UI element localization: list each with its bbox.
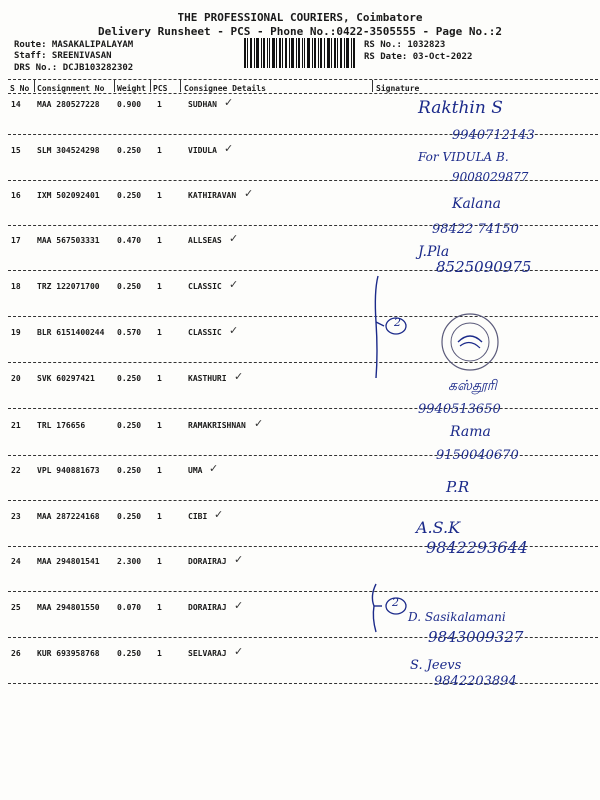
check-mark-icon: ✓ — [214, 508, 224, 521]
handwritten-phone: 8525090975 — [436, 258, 532, 276]
weight-cell: 0.250 — [117, 191, 142, 200]
pcs-cell: 1 — [157, 282, 162, 291]
consignee-cell: CIBI — [188, 512, 208, 521]
handwritten-signature: Rakthin S — [418, 98, 503, 118]
weight-cell: 0.900 — [117, 100, 142, 109]
pcs-cell: 1 — [157, 146, 162, 155]
col-header-consignee: Consignee Details — [184, 84, 266, 93]
consignment-cell: SVK 60297421 — [37, 374, 95, 383]
pcs-cell: 1 — [157, 100, 162, 109]
handwritten-phone: 9843009327 — [428, 628, 524, 646]
route: Route: MASAKALIPALAYAM — [14, 40, 134, 50]
consignee-cell: CLASSIC — [188, 328, 222, 337]
sno-cell: 18 — [11, 282, 21, 291]
handwritten-signature: Kalana — [452, 196, 501, 212]
consignment-cell: TRL 176656 — [37, 421, 86, 430]
handwritten-phone: 9008029877 — [452, 170, 529, 184]
weight-cell: 0.570 — [117, 328, 142, 337]
pcs-cell: 1 — [157, 603, 162, 612]
check-mark-icon: ✓ — [224, 142, 234, 155]
weight-cell: 0.250 — [117, 421, 142, 430]
check-mark-icon: ✓ — [234, 370, 244, 383]
handwritten-phone: 9842293644 — [426, 538, 528, 557]
handwritten-phone: 9940513650 — [418, 402, 501, 417]
pcs-cell: 1 — [157, 374, 162, 383]
handwritten-signature: For VIDULA B. — [418, 150, 509, 164]
col-divider — [180, 80, 181, 92]
company-seal — [440, 312, 500, 372]
col-header-weight: Weight — [117, 84, 146, 93]
consignment-cell: VPL 940881673 — [37, 466, 100, 475]
sno-cell: 16 — [11, 191, 21, 200]
weight-cell: 0.250 — [117, 374, 142, 383]
pcs-cell: 1 — [157, 236, 162, 245]
rs-number: RS No.: 1032823 — [364, 40, 446, 50]
row-separator — [8, 591, 598, 592]
check-mark-icon: ✓ — [229, 324, 239, 337]
consignment-cell: BLR 6151400244 — [37, 328, 105, 337]
row-separator — [8, 408, 598, 409]
pcs-cell: 1 — [157, 466, 162, 475]
handwritten-signature: A.S.K — [416, 518, 461, 537]
pcs-cell: 1 — [157, 191, 162, 200]
consignee-cell: CLASSIC — [188, 282, 222, 291]
barcode — [244, 38, 356, 68]
sno-cell: 23 — [11, 512, 21, 521]
col-divider — [372, 80, 373, 92]
col-header-signature: Signature — [376, 84, 420, 93]
consignment-cell: MAA 567503331 — [37, 236, 100, 245]
check-mark-icon: ✓ — [234, 599, 244, 612]
col-header-consignment: Consignment No — [37, 84, 105, 93]
header-top-rule — [8, 79, 598, 80]
check-mark-icon: ✓ — [234, 553, 244, 566]
consignment-cell: TRZ 122071700 — [37, 282, 100, 291]
consignment-cell: MAA 287224168 — [37, 512, 100, 521]
consignee-cell: SELVARAJ — [188, 649, 227, 658]
pcs-cell: 1 — [157, 649, 162, 658]
bracket-count: 2 — [394, 316, 401, 329]
pcs-cell: 1 — [157, 557, 162, 566]
sno-cell: 14 — [11, 100, 21, 109]
row-separator — [8, 500, 598, 501]
handwritten-signature: D. Sasikalamani — [408, 610, 506, 624]
sno-cell: 15 — [11, 146, 21, 155]
check-mark-icon: ✓ — [254, 417, 264, 430]
pcs-cell: 1 — [157, 328, 162, 337]
weight-cell: 0.250 — [117, 146, 142, 155]
check-mark-icon: ✓ — [234, 645, 244, 658]
pcs-cell: 1 — [157, 421, 162, 430]
col-divider — [34, 80, 35, 92]
sno-cell: 21 — [11, 421, 21, 430]
consignment-cell: MAA 294801550 — [37, 603, 100, 612]
consignment-cell: MAA 294801541 — [37, 557, 100, 566]
consignee-cell: VIDULA — [188, 146, 217, 155]
drs-number: DRS No.: DCJB103282302 — [14, 63, 134, 73]
row-separator — [8, 316, 598, 317]
handwritten-phone: 9842203894 — [434, 674, 517, 689]
consignee-cell: DORAIRAJ — [188, 603, 227, 612]
handwritten-signature: J.Pla — [418, 244, 450, 260]
weight-cell: 0.470 — [117, 236, 142, 245]
sno-cell: 22 — [11, 466, 21, 475]
staff: Staff: SREENIVASAN — [14, 51, 112, 61]
sno-cell: 26 — [11, 649, 21, 658]
handwritten-signature: P.R — [446, 478, 470, 496]
check-mark-icon: ✓ — [224, 96, 234, 109]
company-title: THE PROFESSIONAL COURIERS, Coimbatore — [177, 11, 423, 24]
handwritten-signature: கஸ்தூரி — [448, 378, 497, 394]
handwritten-signature: S. Jeevs — [410, 658, 462, 673]
col-divider — [150, 80, 151, 92]
header-bottom-rule — [8, 93, 598, 94]
col-header-pcs: PCS — [153, 84, 168, 93]
handwritten-phone: 9150040670 — [436, 448, 519, 463]
col-header-sno: S No — [10, 84, 30, 93]
consignee-cell: DORAIRAJ — [188, 557, 227, 566]
consignee-cell: ALLSEAS — [188, 236, 222, 245]
handwritten-signature: Rama — [450, 424, 491, 440]
consignee-cell: KATHIRAVAN — [188, 191, 237, 200]
sno-cell: 19 — [11, 328, 21, 337]
weight-cell: 0.070 — [117, 603, 142, 612]
check-mark-icon: ✓ — [209, 462, 219, 475]
check-mark-icon: ✓ — [244, 187, 254, 200]
weight-cell: 0.250 — [117, 466, 142, 475]
bracket-count: 2 — [392, 596, 399, 609]
sno-cell: 17 — [11, 236, 21, 245]
col-divider — [114, 80, 115, 92]
weight-cell: 0.250 — [117, 512, 142, 521]
sno-cell: 25 — [11, 603, 21, 612]
weight-cell: 2.300 — [117, 557, 142, 566]
weight-cell: 0.250 — [117, 649, 142, 658]
consignment-cell: SLM 304524298 — [37, 146, 100, 155]
consignment-cell: MAA 280527228 — [37, 100, 100, 109]
consignee-cell: UMA — [188, 466, 203, 475]
check-mark-icon: ✓ — [229, 278, 239, 291]
consignment-cell: KUR 693958768 — [37, 649, 100, 658]
runsheet-subtitle: Delivery Runsheet - PCS - Phone No.:0422-3505555 - Page No.:2 — [98, 25, 502, 38]
handwritten-phone: 98422 74150 — [432, 222, 519, 237]
sno-cell: 20 — [11, 374, 21, 383]
consignee-cell: RAMAKRISHNAN — [188, 421, 246, 430]
consignee-cell: SUDHAN — [188, 100, 217, 109]
handwritten-phone: 9940712143 — [452, 128, 535, 143]
consignee-cell: KASTHURI — [188, 374, 227, 383]
check-mark-icon: ✓ — [229, 232, 239, 245]
pcs-cell: 1 — [157, 512, 162, 521]
consignment-cell: IXM 502092401 — [37, 191, 100, 200]
weight-cell: 0.250 — [117, 282, 142, 291]
sno-cell: 24 — [11, 557, 21, 566]
row-separator — [8, 362, 598, 363]
rs-date: RS Date: 03-Oct-2022 — [364, 52, 473, 62]
